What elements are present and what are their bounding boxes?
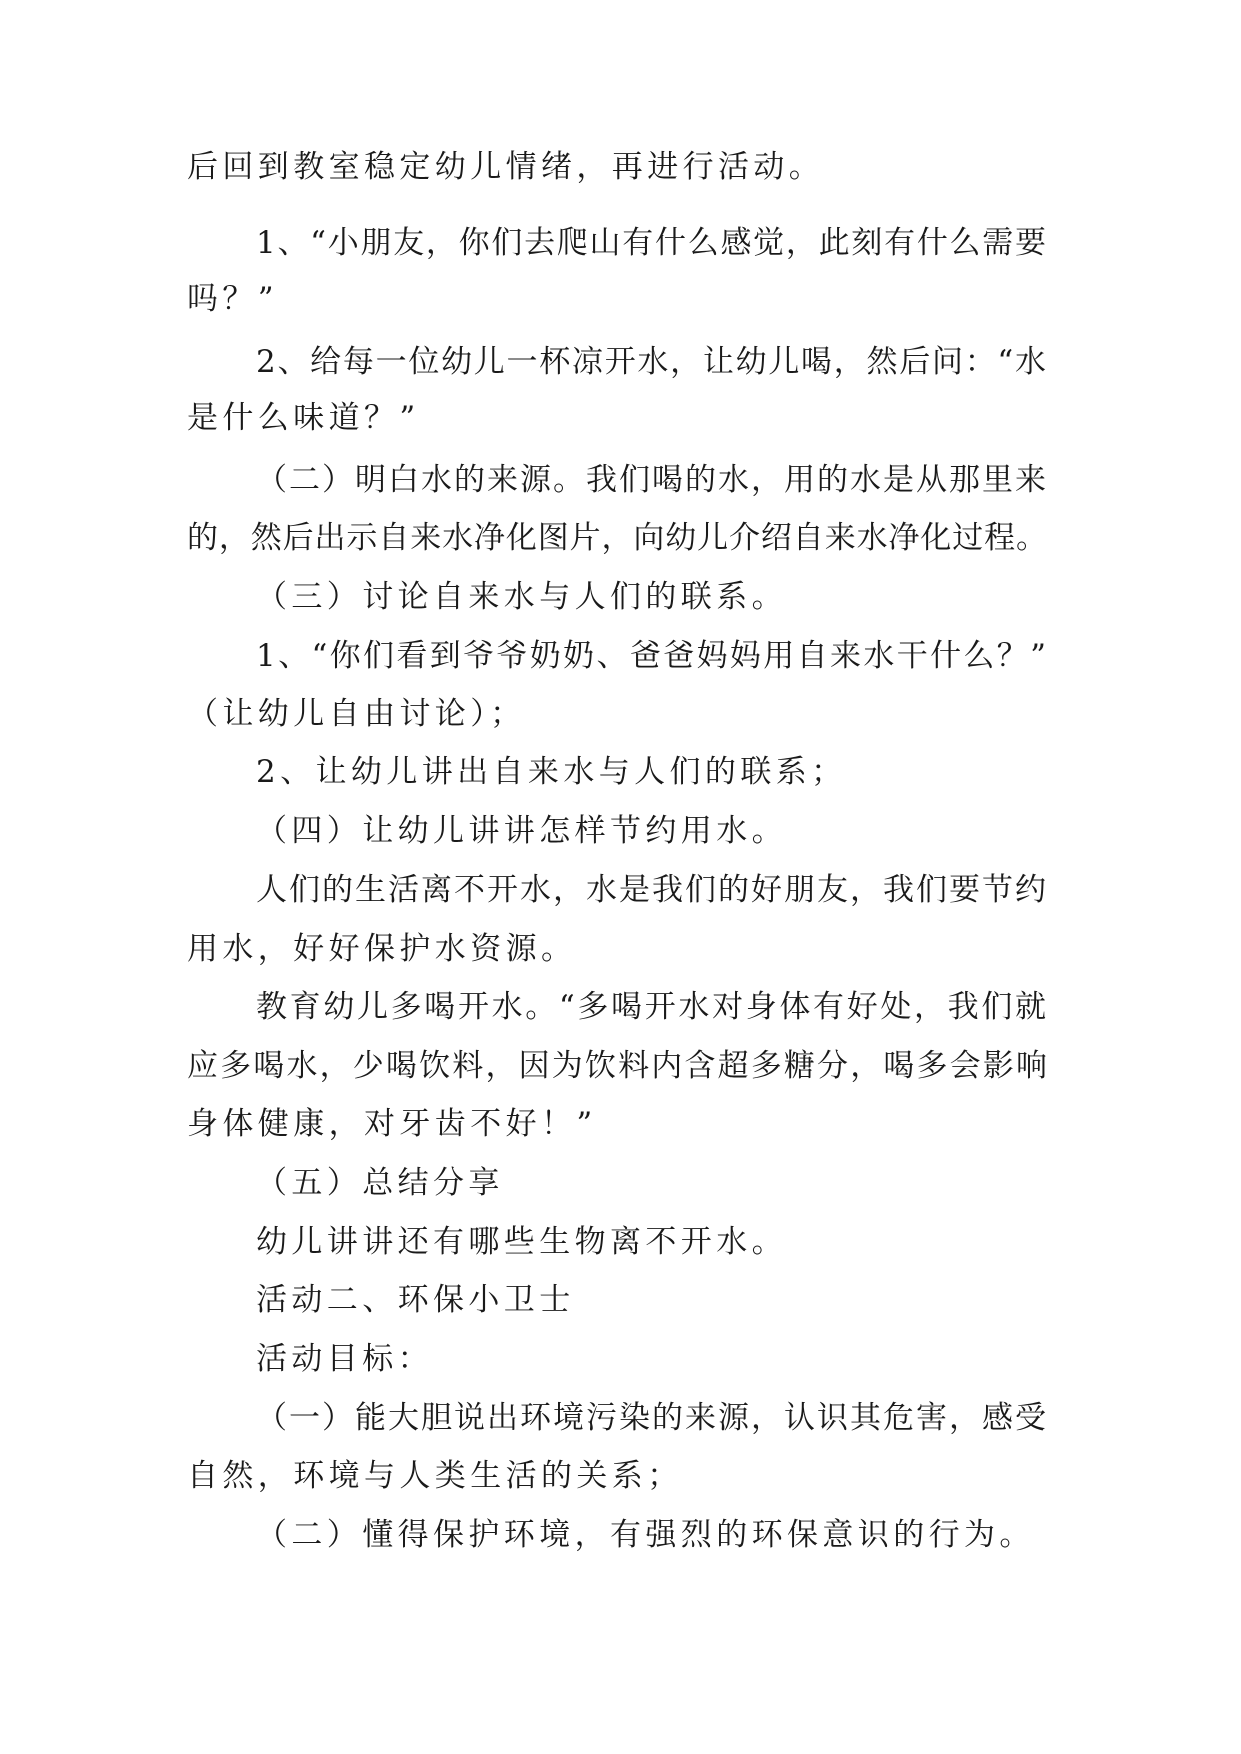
text-line: 活动二、环保小卫士 <box>256 1282 575 1318</box>
text-line: （三）讨论自来水与人们的联系。 <box>256 579 787 615</box>
text-line: 教育幼儿多喝开水。“多喝开水对身体有好处，我们就 <box>256 989 1046 1025</box>
text-line: 的，然后出示自来水净化图片，向幼儿介绍自来水净化过程。 <box>187 520 1047 556</box>
text-line: 人们的生活离不开水，水是我们的好朋友，我们要节约 <box>256 872 1046 908</box>
text-line: 活动目标： <box>256 1341 433 1377</box>
text-line: 是什么味道？” <box>187 400 420 436</box>
text-line: 身体健康，对牙齿不好！” <box>187 1106 597 1142</box>
text-line: 应多喝水，少喝饮料，因为饮料内含超多糖分，喝多会影响 <box>187 1048 1047 1084</box>
text-line: （五）总结分享 <box>256 1165 504 1201</box>
text-line: （一）能大胆说出环境污染的来源，认识其危害，感受 <box>256 1400 1046 1436</box>
text-line: 1、“你们看到爷爷奶奶、爸爸妈妈用自来水干什么？” <box>256 638 1046 674</box>
text-line: 1、“小朋友，你们去爬山有什么感觉，此刻有什么需要 <box>256 225 1046 261</box>
text-line: 用水，好好保护水资源。 <box>187 931 577 967</box>
text-line: 吗？” <box>187 281 279 317</box>
text-line: （四）让幼儿讲讲怎样节约用水。 <box>256 813 787 849</box>
text-line: 后回到教室稳定幼儿情绪，再进行活动。 <box>187 149 825 185</box>
text-line: （让幼儿自由讨论）； <box>187 696 526 732</box>
text-line: 幼儿讲讲还有哪些生物离不开水。 <box>256 1224 787 1260</box>
text-line: （二）明白水的来源。我们喝的水，用的水是从那里来 <box>256 462 1046 498</box>
text-line: （二）懂得保护环境，有强烈的环保意识的行为。 <box>256 1517 1035 1553</box>
text-line: 自然，环境与人类生活的关系； <box>187 1458 683 1494</box>
text-line: 2、给每一位幼儿一杯凉开水，让幼儿喝，然后问：“水 <box>256 344 1046 380</box>
text-line: 2、让幼儿讲出自来水与人们的联系； <box>256 754 847 790</box>
